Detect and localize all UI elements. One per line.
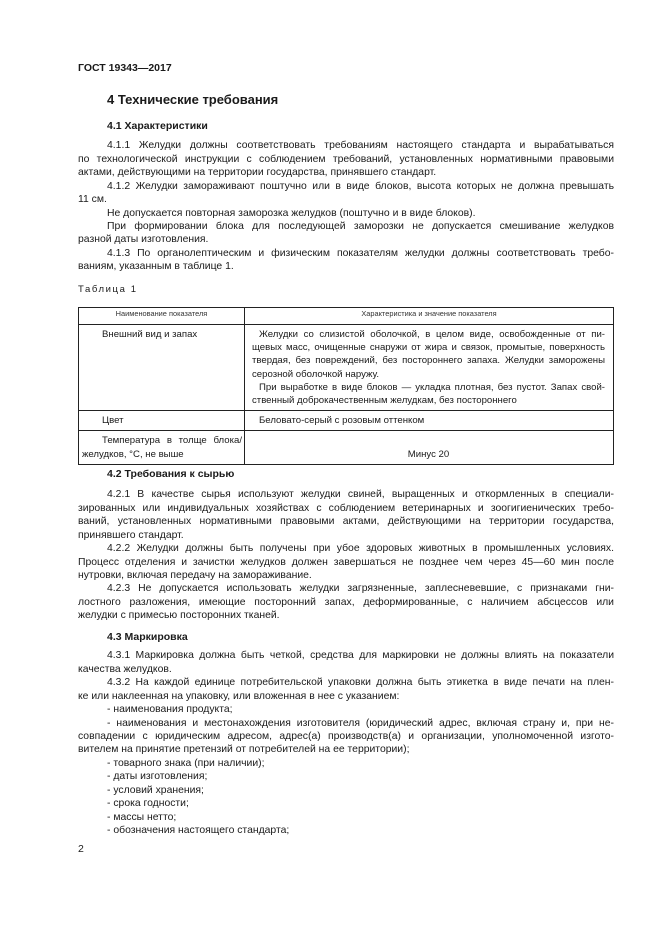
text-line: - даты изготовления; xyxy=(107,771,208,783)
text-line: - наименования продукта; xyxy=(107,704,233,716)
paragraph xyxy=(78,542,614,582)
text-line: ваний, установленных нормативными правовыми актами, действующими на территории государства, xyxy=(78,516,614,528)
text-line: 4.2.3 Не допускается использовать желудки загрязненные, заплесневевшие, с признаками гни- xyxy=(107,583,614,595)
list-item xyxy=(78,757,614,770)
paragraphs xyxy=(78,139,614,273)
text-line: по технологической инструкции с соблюдением требований, установленных нормативными правовыми xyxy=(78,153,614,165)
list-item xyxy=(78,797,614,810)
text-line: лостного разложения, имеющие посторонний запах, деформированные, с наличием абсцессов или xyxy=(78,596,614,608)
text-line: Не допускается повторная заморозка желудков (поштучно и в виде блоков). xyxy=(107,207,476,219)
table-1 xyxy=(78,307,614,465)
page-number: 2 xyxy=(78,843,84,855)
text-line: актами, действующими на территории государства, принявшего стандарт. xyxy=(78,167,437,179)
list-item xyxy=(78,824,614,837)
document-header: ГОСТ 19343—2017 xyxy=(78,62,172,74)
paragraph xyxy=(78,676,614,703)
text-line: - обозначения настоящего стандарта; xyxy=(107,825,290,837)
text-line: серозной оболочкой наружу. xyxy=(252,368,379,380)
text-line: 11 см. xyxy=(78,194,107,206)
paragraphs xyxy=(78,488,614,622)
text-line: совпадении с юридическим адресом, адрес(а) производств(а) и организации, уполномоченной изгото- xyxy=(78,731,614,743)
paragraph xyxy=(78,220,614,247)
table-row xyxy=(79,431,614,464)
list-item xyxy=(78,717,614,757)
table-caption: Таблица 1 xyxy=(78,284,138,295)
text-line: При выработке в виде блоков — укладка плотная, без пустот. Запах свой- xyxy=(259,381,605,393)
text-line: Температура в толще блока/ xyxy=(102,435,242,447)
table-row xyxy=(79,411,614,431)
list-item xyxy=(78,770,614,783)
text-line: нутровки, включая передачу на замораживание. xyxy=(78,570,312,582)
text-line: Цвет xyxy=(102,415,124,427)
text-line: ваниям, указанным в таблице 1. xyxy=(78,261,234,273)
section-4-2 xyxy=(78,468,614,623)
section-4-3 xyxy=(78,631,614,838)
indicator-name-cell xyxy=(79,431,245,464)
text-line: зированных или индивидуальных хозяйствах с соблюдением ветеринарных и зоогигиенических требо- xyxy=(78,502,614,514)
subsection-title: 4.3 Маркировка xyxy=(107,631,188,643)
text-line: желудков, °С, не выше xyxy=(82,448,184,460)
text-line: Минус 20 xyxy=(407,448,450,460)
subsection-title: 4.1 Характеристики xyxy=(107,120,208,132)
text-line: - срока годности; xyxy=(107,798,189,810)
paragraph xyxy=(78,582,614,622)
text-line: желудки с примесью посторонних тканей. xyxy=(78,610,280,622)
text-line: 4.1.3 По органолептическим и физическим показателям желудки должны соответствовать требо- xyxy=(107,247,614,259)
text-line: - условий хранения; xyxy=(107,784,204,796)
table-header-name: Наименование показателя xyxy=(79,308,245,325)
text-line: - наименования и местонахождения изготовителя (юридический адрес, включая страну и, при не- xyxy=(107,717,614,729)
list-item xyxy=(78,784,614,797)
indicator-name-cell xyxy=(79,325,245,411)
text-line: При формировании блока для последующей заморозки не допускается смешивание желудков xyxy=(107,221,614,233)
text-line: 4.3.2 На каждой единице потребительской упаковки должна быть этикетка в виде печати на плен- xyxy=(107,677,614,689)
paragraph xyxy=(78,247,614,274)
paragraph xyxy=(78,180,614,207)
text-line: принявшего стандарт. xyxy=(78,529,184,541)
table-row xyxy=(79,325,614,411)
text-line: Желудки со слизистой оболочкой, в целом виде, освобожденные от пи- xyxy=(259,329,605,340)
table-header-value: Характеристика и значение показателя xyxy=(245,308,614,325)
paragraphs xyxy=(78,649,614,837)
paragraph xyxy=(78,488,614,542)
text-line: 4.1.2 Желудки замораживают поштучно или в виде блоков, высота которых не должна превышать xyxy=(107,180,614,192)
text-line: - товарного знака (при наличии); xyxy=(107,757,265,769)
indicator-value-cell xyxy=(245,325,614,411)
text-line: ственный доброкачественным желудкам, без постороннего xyxy=(252,395,517,407)
section-title: 4 Технические требования xyxy=(107,92,279,107)
paragraph xyxy=(78,139,614,179)
paragraph xyxy=(78,649,614,676)
text-line: ке или наклеенная на упаковку, или вложенная в нее с указанием: xyxy=(78,690,400,702)
text-line: твердая, без повреждений, без постороннего запаха. Желудки заморожены xyxy=(252,355,605,367)
indicator-value-cell xyxy=(245,411,614,431)
text-line: разной даты изготовления. xyxy=(78,234,209,246)
text-line: вителем на принятие претензий от потребителей на ее территории); xyxy=(78,744,410,756)
text-line: качества желудков. xyxy=(78,663,172,675)
paragraph xyxy=(78,207,614,220)
text-line: щевых масс, очищенные снаружи от жира и связок, промытые, поверхность xyxy=(252,342,605,354)
text-line: 4.2.2 Желудки должны быть получены при убое здоровых животных в промышленных условиях. xyxy=(107,543,614,555)
list-item xyxy=(78,811,614,824)
text-line: Беловато-серый с розовым оттенком xyxy=(259,415,425,427)
text-line: - массы нетто; xyxy=(107,811,177,823)
list-item xyxy=(78,703,614,716)
indicator-name-cell xyxy=(79,411,245,431)
section-4-1 xyxy=(78,120,614,274)
text-line: 4.3.1 Маркировка должна быть четкой, средства для маркировки не должны влиять на показатели xyxy=(107,650,614,662)
subsection-title: 4.2 Требования к сырью xyxy=(107,468,235,480)
text-line: 4.1.1 Желудки должны соответствовать требованиям настоящего стандарта и вырабатываться xyxy=(107,140,614,152)
indicator-value-cell xyxy=(245,431,614,464)
text-line: Процесс отделения и зачистки желудков должен завершаться не позднее чем через 45—60 мин после xyxy=(78,556,614,568)
text-line: 4.2.1 В качестве сырья используют желудки свиней, выращенных и откормленных в специали- xyxy=(107,489,614,501)
text-line: Внешний вид и запах xyxy=(102,329,198,340)
